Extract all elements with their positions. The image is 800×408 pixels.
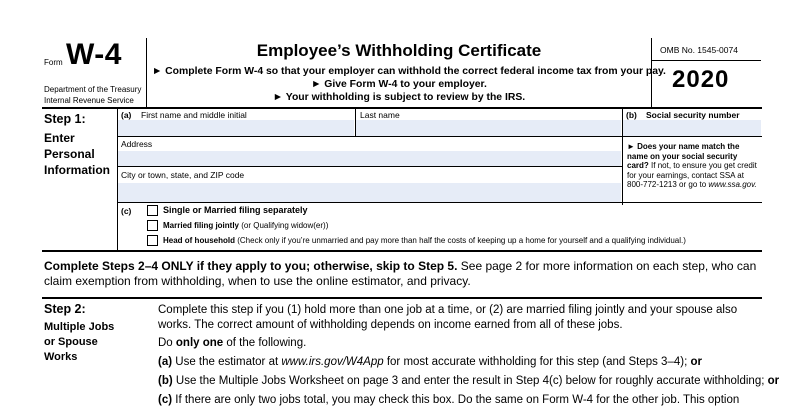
option-b-or: or [767,375,780,387]
option-a-marker: (a) [158,356,173,368]
step1-bottom-rule [42,250,762,252]
married-jointly-label [163,221,328,230]
step2-intro-paragraph: Complete this step if you (1) hold more than one job at a time, or (2) are married filing jointly and your spouse also works. The correct amount of withholding depends on income earned from all of these jobs. [158,304,738,331]
hoh-bold: Head of household [163,236,235,245]
name-divider [355,108,356,137]
omb-divider [651,60,761,61]
do-prefix: Do [158,337,176,349]
instruction-3: ► Your withholding is subject to review by the IRS. [272,92,526,103]
hoh-rest: (Check only if you’re unmarried and pay more than half the costs of keeping up a home for yourself and a qualifying individual.) [235,236,686,245]
single-checkbox[interactable] [147,205,158,216]
option-a-text2: for most accurate withholding for this step (and Steps 3–4); [383,356,691,368]
form-label [44,58,63,67]
city-state-zip-field[interactable] [118,183,621,202]
step2-title: Step 2: [44,302,86,316]
omb-number: OMB No. 1545-0074 [660,45,738,55]
dept-line-1: Department of the Treasury [44,85,142,94]
city-label: City or town, state, and ZIP code [121,170,245,180]
step2-do-one [158,337,306,349]
form-prefix: Form [44,58,63,67]
married-jointly-bold: Married filing jointly [163,221,240,230]
married-jointly-checkbox[interactable] [147,220,158,231]
step1-a-marker: (a) [121,110,132,120]
dept-line-2: Internal Revenue Service [44,96,134,105]
first-name-field[interactable] [118,120,354,136]
option-c-text: If there are only two jobs total, you may check this box. Do the same on Form W-4 for the other job. This option [175,394,740,406]
instruction-2: ► Give Form W-4 to your employer. [311,79,487,90]
steps-note-rule [42,297,762,299]
step1-title: Step 1: [44,112,86,126]
step1-subtitle-2: Personal [44,147,95,161]
first-name-label: First name and middle initial [141,110,247,120]
city-row-rule [118,202,762,203]
head-of-household-checkbox[interactable] [147,235,158,246]
do-only-one: only one [175,337,224,349]
address-label: Address [121,139,153,149]
step2-subtitle-1: Multiple Jobs [44,321,115,333]
ssa-link[interactable]: www.ssa.gov. [708,180,757,190]
ssn-label: Social security number [646,110,740,120]
step1-subtitle-3: Information [44,163,110,177]
ssn-field[interactable] [623,120,761,136]
ssn-note-bold: ► Does your name match the name on your social security card? [627,142,740,171]
step2-subtitle-3: Works [44,351,78,363]
step1-b-marker: (b) [626,110,637,120]
form-title: Employee’s Withholding Certificate [256,41,542,60]
single-label: Single or Married filing separately [163,205,308,215]
head-of-household-label [163,236,686,245]
last-name-label: Last name [360,110,400,120]
last-name-field[interactable] [356,120,621,136]
instruction-1: ► Complete Form W-4 so that your employer can withhold the correct federal income tax from your pay. [152,66,666,77]
header-bottom-rule [42,107,762,109]
option-a-or: or [690,356,702,368]
address-row-rule [118,166,622,167]
steps-2-4-note [44,259,760,289]
step2-option-b [158,375,779,387]
do-suffix: of the following. [223,337,307,349]
married-jointly-rest: (or Qualifying widow(er)) [239,221,329,230]
ssn-match-note [627,142,761,190]
step2-option-a [158,356,702,368]
step2-subtitle-2: or Spouse [44,336,98,348]
form-id: W-4 [66,38,122,71]
tax-year: 2020 [672,66,730,93]
option-a-text1: Use the estimator at [175,356,282,368]
step1-subtitle-1: Enter [44,131,75,145]
ssn-note-text: If not, to ensure you get credit for your earnings, contact SSA at 800-772-1213 or go to [627,161,757,190]
steps-note-rest: See page 2 for more information on each step, who can claim exemption from withholding, when to use the online estimator, and privacy. [44,259,757,288]
step2-option-c [158,394,739,406]
option-b-text: Use the Multiple Jobs Worksheet on page 3 and enter the result in Step 4(c) below for roughly accurate withholding; [175,375,768,387]
steps-note-bold: Complete Steps 2–4 ONLY if they apply to you; otherwise, skip to Step 5. [44,259,458,273]
irs-estimator-link[interactable]: www.irs.gov/W4App [281,356,384,368]
step1-c-marker: (c) [121,206,132,216]
name-row-rule [118,136,762,137]
option-b-marker: (b) [158,375,173,387]
address-field[interactable] [118,151,621,166]
option-c-marker: (c) [158,394,173,406]
